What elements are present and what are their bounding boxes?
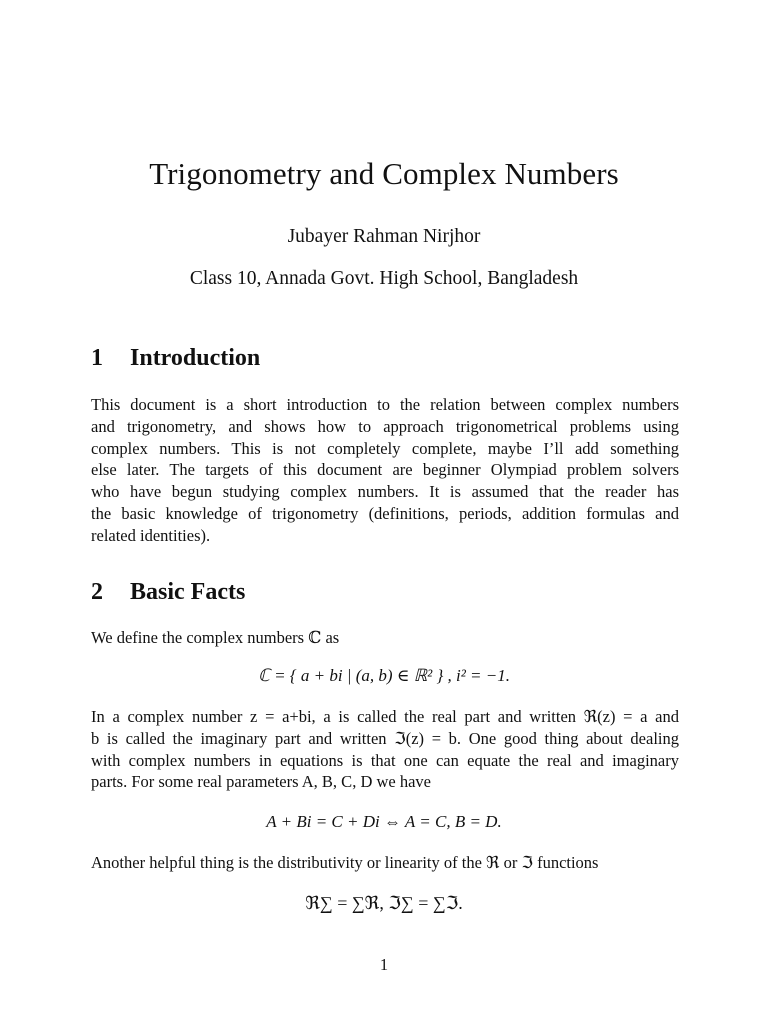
section-title: Basic Facts [130,579,246,605]
real-imaginary-paragraph [91,706,679,793]
paragraph-line: This document is a short introduction to the relation between complex numbers [91,395,679,414]
definition-sentence [91,627,679,649]
paragraph-line: the basic knowledge of trigonometry (definitions, periods, addition formulas and [91,503,679,523]
paragraph-line: complex numbers. This is not completely complete, maybe I’ll add something [91,438,679,458]
paragraph-line: We define the complex numbers ℂ as [91,628,340,647]
author-name: Jubayer Rahman Nirjhor [287,226,481,247]
paragraph-line: who have begun studying complex numbers. It is assumed that the reader has [91,482,679,502]
equation-equate-parts: A + Bi = C + Di ⇔ A = C, B = D. [266,812,502,831]
equation-complex-definition: ℂ = { a + bi | (a, b) ∈ ℝ² } , i² = −1. [257,666,511,685]
paper-title: Trigonometry and Complex Numbers [149,156,619,191]
paragraph-line: else later. The targets of this document are beginner Olympiad problem solvers [91,460,679,480]
section-heading-introduction [91,345,260,372]
intro-paragraph [91,394,679,547]
page-number: 1 [379,955,389,974]
paragraph-line: b is called the imaginary part and written ℑ(z) = b. One good thing about dealing [91,728,679,748]
paragraph-line: and trigonometry, and shows how to approach trigonometrical problems using [91,416,679,436]
paragraph-line: parts. For some real parameters A, B, C, D we have [91,772,431,792]
author-affiliation: Class 10, Annada Govt. High School, Bangladesh [189,268,579,289]
section-heading-basic-facts [91,579,245,606]
section-title: Introduction [130,345,261,371]
section-number: 1 [91,345,103,371]
paragraph-line: related identities). [91,525,211,545]
paragraph-line: In a complex number z = a+bi, a is called the real part and written ℜ(z) = a and [91,707,679,726]
paragraph-line: Another helpful thing is the distributivity or linearity of the ℜ or ℑ functions [91,853,599,872]
equation-linearity: ℜ∑ = ∑ℜ, ℑ∑ = ∑ℑ. [305,893,463,913]
paragraph-line: with complex numbers in equations is that one can equate the real and imaginary [91,750,679,770]
linearity-sentence [91,852,679,874]
section-number: 2 [91,579,103,605]
